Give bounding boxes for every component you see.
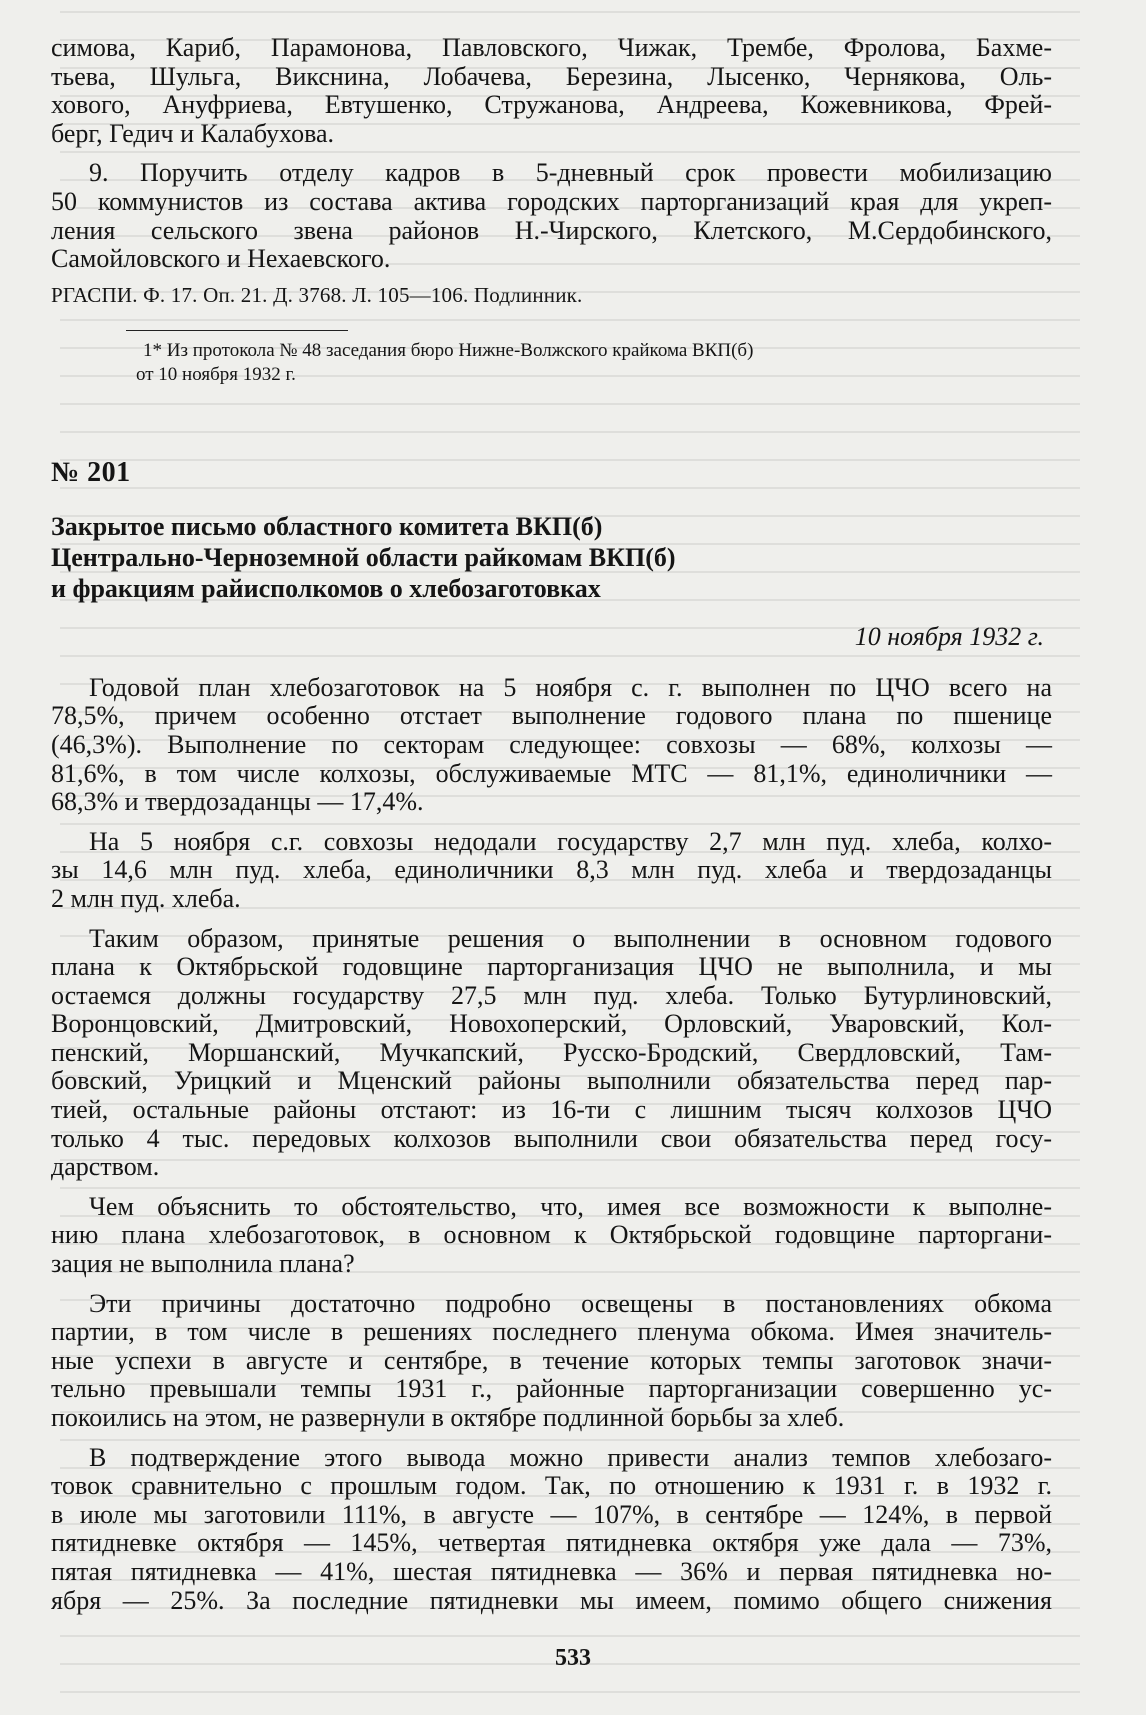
page-number: 533	[555, 1645, 591, 1671]
text-line: берг, Гедич и Калабухова.	[51, 118, 335, 148]
text-line: 78,5%, причем особенно отстает выполнение годового плана по пшенице	[51, 701, 1052, 731]
footnote-line: 1* Из протокола № 48 заседания бюро Нижне-Волжского крайкома ВКП(б)	[143, 339, 754, 361]
text-line: пятая пятидневка — 41%, шестая пятидневка — 36% и первая пятидневка но-	[51, 1556, 1052, 1586]
text-line: Чем объяснить то обстоятельство, что, имея все возможности к выполне-	[89, 1191, 1052, 1221]
text-line: тией, остальные районы отстают: из 16-ти с лишним тысяч колхозов ЦЧО	[51, 1095, 1052, 1125]
text-line: 9. Поручить отделу кадров в 5-дневный срок провести мобилизацию	[89, 158, 1052, 188]
text-line: Самойловского и Нехаевского.	[51, 244, 391, 274]
text-line: пенский, Моршанский, Мучкапский, Русско-Бродский, Свердловский, Там-	[51, 1037, 1052, 1067]
text-line: На 5 ноября с.г. совхозы недодали государству 2,7 млн пуд. хлеба, колхо-	[89, 826, 1052, 856]
text-line: 68,3% и твердозаданцы — 17,4%.	[51, 787, 424, 817]
title-line: Закрытое письмо областного комитета ВКП(б)	[51, 511, 603, 541]
footnote-line: от 10 ноября 1932 г.	[136, 363, 296, 385]
text-line: симова, Кариб, Парамонова, Павловского, Чижак, Трембе, Фролова, Бахме-	[51, 33, 1052, 62]
paragraph	[51, 1444, 1052, 1616]
paragraph	[51, 828, 1052, 914]
paragraph	[51, 1193, 1052, 1279]
text-line: ября — 25%. За последние пятидневки мы имеем, помимо общего снижения	[51, 1585, 1052, 1615]
continuation-text	[51, 34, 1052, 148]
archive-source: РГАСПИ. Ф. 17. Оп. 21. Д. 3768. Л. 105—106. Подлинник.	[51, 282, 583, 307]
text-line: покоились на этом, не развернули в октябре подлинной борьбы за хлеб.	[51, 1403, 845, 1432]
text-line: остаемся должны государству 27,5 млн пуд. хлеба. Только Бутурлиновский,	[51, 980, 1052, 1010]
text-line: 50 коммунистов из состава актива городских парторганизаций края для укреп-	[51, 186, 1052, 216]
title-line: и фракциям райисполкомов о хлебозаготовках	[51, 573, 601, 603]
text-line: тельно превышали темпы 1931 г., районные парторганизации совершенно ус-	[51, 1374, 1052, 1404]
text-line: (46,3%). Выполнение по секторам следующее: совхозы — 68%, колхозы —	[51, 729, 1052, 759]
footnote	[51, 339, 1052, 387]
text-line: 81,6%, в том числе колхозы, обслуживаемые МТС — 81,1%, единоличники —	[51, 758, 1052, 788]
text-line: Эти причины достаточно подробно освещены в постановлениях обкома	[89, 1288, 1052, 1318]
text-line: только 4 тыс. передовых колхозов выполнили свои обязательства перед госу-	[51, 1123, 1052, 1153]
footnote-rule	[126, 330, 348, 331]
paragraph	[51, 674, 1052, 817]
text-line: пятидневке октября — 145%, четвертая пятидневка октября уже дала — 73%,	[51, 1528, 1052, 1558]
document-title	[51, 511, 1052, 604]
item-9-paragraph	[51, 159, 1052, 273]
text-line: бовский, Урицкий и Мценский районы выполнили обязательства перед пар-	[51, 1066, 1052, 1096]
text-line: тьева, Шульга, Викснина, Лобачева, Березина, Лысенко, Чернякова, Оль-	[51, 61, 1052, 91]
text-line: в июле мы заготовили 111%, в августе — 107%, в сентябре — 124%, в первой	[51, 1499, 1052, 1529]
text-line: 2 млн пуд. хлеба.	[51, 883, 241, 913]
document-date: 10 ноября 1932 г.	[854, 621, 1044, 651]
text-line: плана к Октябрьской годовщине парторганизация ЦЧО не выполнила, и мы	[51, 952, 1052, 982]
letter-body	[51, 674, 1052, 1615]
paragraph	[51, 925, 1052, 1182]
text-line: ления сельского звена районов Н.-Чирского, Клетского, М.Сердобинского,	[51, 215, 1052, 245]
text-line: нию плана хлебозаготовок, в основном к Октябрьской годовщине парторгани-	[51, 1220, 1052, 1250]
text-line: товок сравнительно с прошлым годом. Так, по отношению к 1931 г. в 1932 г.	[51, 1471, 1052, 1501]
text-line: Годовой план хлебозаготовок на 5 ноября с. г. выполнен по ЦЧО всего на	[89, 672, 1052, 702]
text-line: зы 14,6 млн пуд. хлеба, единоличники 8,3 млн пуд. хлеба и твердозаданцы	[51, 855, 1052, 885]
document-number: № 201	[51, 456, 131, 488]
text-line: партии, в том числе в решениях последнего пленума обкома. Имея значитель-	[51, 1317, 1052, 1347]
text-line: В подтверждение этого вывода можно привести анализ темпов хлебозаго-	[89, 1442, 1052, 1472]
text-line: Таким образом, принятые решения о выполнении в основном годового	[89, 923, 1052, 953]
document-page	[51, 34, 1052, 1615]
text-line: ные успехи в августе и сентябре, в течение которых темпы заготовок значи-	[51, 1345, 1052, 1375]
title-line: Центрально-Черноземной области райкомам ВКП(б)	[51, 542, 676, 572]
text-line: хового, Ануфриева, Евтушенко, Стружанова, Андреева, Кожевникова, Фрей-	[51, 90, 1052, 120]
paragraph	[51, 1290, 1052, 1433]
text-line: дарством.	[51, 1152, 160, 1182]
text-line: Воронцовский, Дмитровский, Новохоперский, Орловский, Уваровский, Кол-	[51, 1009, 1052, 1039]
text-line: зация не выполнила плана?	[51, 1249, 355, 1279]
